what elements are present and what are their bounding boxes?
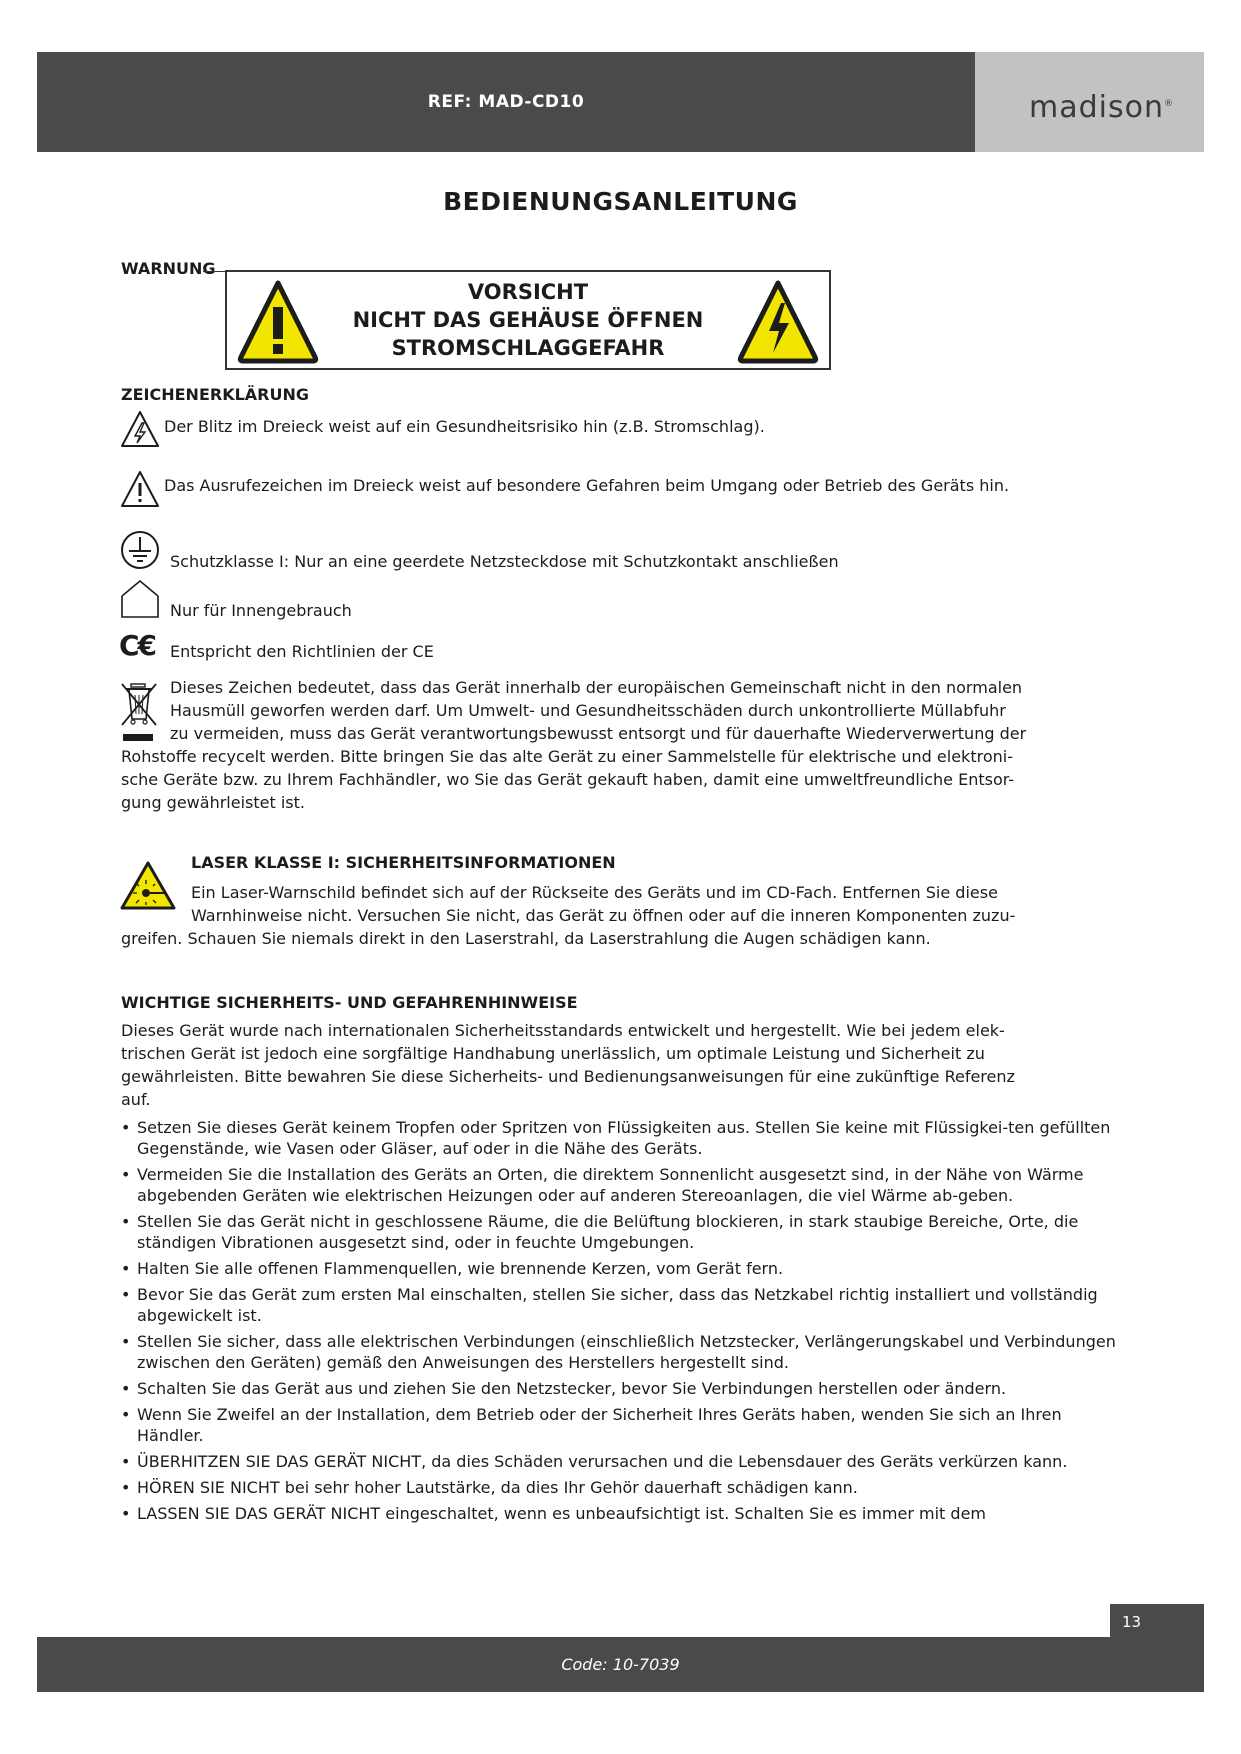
laser-line-2: Warnhinweise nicht. Versuchen Sie nicht, das Gerät zu öffnen oder auf die inneren Komponenten zuzu- xyxy=(191,906,1016,925)
list-item: • Wenn Sie Zweifel an der Installation, dem Betrieb oder der Sicherheit Ihres Geräts haben, wenden Sie sich an Ihren Händler. xyxy=(121,1404,1116,1446)
safety-heading: WICHTIGE SICHERHEITS- UND GEFAHRENHINWEISE xyxy=(121,993,578,1012)
indoor-house-icon xyxy=(119,578,161,620)
warning-connector-line xyxy=(203,271,225,272)
list-item: • Setzen Sie dieses Gerät keinem Tropfen oder Spritzen von Flüssigkeiten aus. Stellen Sie keine mit Flüssigkei-ten gefüllten Gegenstände, wie Vasen oder Gläser, auf oder in die Nähe des Geräts. xyxy=(121,1117,1116,1159)
safety-intro-line-2: trischen Gerät ist jedoch eine sorgfältige Handhabung unerlässlich, um optimale Leistung und Sicherheit zu xyxy=(121,1044,985,1063)
list-item: • Schalten Sie das Gerät aus und ziehen Sie den Netzstecker, bevor Sie Verbindungen herstellen oder ändern. xyxy=(121,1378,1116,1399)
list-item: • Vermeiden Sie die Installation des Geräts an Orten, die direktem Sonnenlicht ausgesetzt sind, in der Nähe von Wärme abgebenden Geräten wie elektrischen Heizungen oder auf anderen Stereoanlagen, die viel Wärme ab-geben. xyxy=(121,1164,1116,1206)
page-number-box xyxy=(1110,1604,1204,1640)
safety-bullet-list xyxy=(121,1117,1116,1529)
safety-intro-line-4: auf. xyxy=(121,1090,151,1109)
laser-line-3: greifen. Schauen Sie niemals direkt in den Laserstrahl, da Laserstrahlung die Augen schädigen kann. xyxy=(121,929,931,948)
legend-ce-text: Entspricht den Richtlinien der CE xyxy=(170,642,434,661)
list-item: • Bevor Sie das Gerät zum ersten Mal einschalten, stellen Sie sicher, dass das Netzkabel richtig installiert und vollständig abgewickelt ist. xyxy=(121,1284,1116,1326)
caution-text xyxy=(317,278,739,362)
weee-line-6: gung gewährleistet ist. xyxy=(121,793,305,812)
legend-heading: ZEICHENERKLÄRUNG xyxy=(121,385,309,404)
caution-line-1: VORSICHT xyxy=(467,280,589,304)
laser-heading: LASER KLASSE I: SICHERHEITSINFORMATIONEN xyxy=(191,853,616,872)
page-footer xyxy=(37,1637,1204,1692)
list-item: • HÖREN SIE NICHT bei sehr hoher Lautstärke, da dies Ihr Gehör dauerhaft schädigen kann. xyxy=(121,1477,1116,1498)
page-number: 13 xyxy=(1122,1613,1142,1631)
product-code: Code: 10-7039 xyxy=(561,1655,680,1674)
logo-panel xyxy=(975,52,1204,152)
weee-line-3: zu vermeiden, muss das Gerät verantwortungsbewusst entsorgt und für dauerhafte Wiederverwertung der xyxy=(170,724,1027,743)
caution-line-3: STROMSCHLAGGEFAHR xyxy=(391,336,665,360)
ce-mark-icon: C€ xyxy=(119,629,156,662)
exclamation-triangle-icon xyxy=(119,469,161,509)
weee-line-4: Rohstoffe recycelt werden. Bitte bringen Sie das alte Gerät zu einer Sammelstelle für elektrische und elektroni- xyxy=(121,747,1013,766)
header-bar xyxy=(37,52,975,152)
legend-lightning-text: Der Blitz im Dreieck weist auf ein Gesundheitsrisiko hin (z.B. Stromschlag). xyxy=(164,417,765,436)
reference-number: REF: MAD-CD10 xyxy=(427,92,585,112)
exclamation-warning-icon xyxy=(235,277,321,365)
page-title: BEDIENUNGSANLEITUNG xyxy=(443,187,798,216)
safety-intro-line-1: Dieses Gerät wurde nach internationalen Sicherheitsstandards entwickelt und hergestellt. Wie bei jedem elek- xyxy=(121,1021,1005,1040)
weee-line-2: Hausmüll geworfen werden darf. Um Umwelt- und Gesundheitsschäden durch unkontrollierte Müllabfuhr xyxy=(170,701,1006,720)
legend-exclamation-text: Das Ausrufezeichen im Dreieck weist auf besondere Gefahren beim Umgang oder Betrieb des Geräts hin. xyxy=(164,476,1010,495)
list-item: • LASSEN SIE DAS GERÄT NICHT eingeschaltet, wenn es unbeaufsichtigt ist. Schalten Sie es immer mit dem xyxy=(121,1503,1116,1524)
weee-crossed-bin-icon xyxy=(119,681,161,745)
ground-protection-icon xyxy=(119,529,161,571)
caution-line-2: NICHT DAS GEHÄUSE ÖFFNEN xyxy=(352,308,704,332)
list-item: • Halten Sie alle offenen Flammenquellen, wie brennende Kerzen, vom Gerät fern. xyxy=(121,1258,1116,1279)
weee-line-1: Dieses Zeichen bedeutet, dass das Gerät innerhalb der europäischen Gemeinschaft nicht in den normalen xyxy=(170,678,1023,697)
lightning-warning-icon xyxy=(735,277,821,365)
madison-logo: madison® xyxy=(1029,90,1174,125)
list-item: • Stellen Sie das Gerät nicht in geschlossene Räume, die die Belüftung blockieren, in stark staubige Bereiche, Orte, die ständigen Vibrationen ausgesetzt sind, oder in feuchte Umgebungen. xyxy=(121,1211,1116,1253)
lightning-triangle-icon xyxy=(119,409,161,449)
laser-warning-icon xyxy=(119,860,177,912)
list-item: • Stellen Sie sicher, dass alle elektrischen Verbindungen (einschließlich Netzstecker, Verlängerungskabel und Verbindungen zwischen den Geräten) gemäß den Anweisungen des Herstellers hergestellt sind. xyxy=(121,1331,1116,1373)
caution-box xyxy=(225,270,831,370)
legend-indoor-text: Nur für Innengebrauch xyxy=(170,601,352,620)
warning-label: WARNUNG xyxy=(121,259,216,278)
laser-line-1: Ein Laser-Warnschild befindet sich auf der Rückseite des Geräts und im CD-Fach. Entfernen Sie diese xyxy=(191,883,998,902)
safety-intro-line-3: gewährleisten. Bitte bewahren Sie diese Sicherheits- und Bedienungsanweisungen für eine zukünftige Referenz xyxy=(121,1067,1015,1086)
logo-text: madison xyxy=(1029,90,1164,125)
weee-line-5: sche Geräte bzw. zu Ihrem Fachhändler, wo Sie das Gerät gekauft haben, damit eine umweltfreundliche Entsor- xyxy=(121,770,1015,789)
legend-protection-class-text: Schutzklasse I: Nur an eine geerdete Netzsteckdose mit Schutzkontakt anschließen xyxy=(170,552,839,571)
page-header xyxy=(37,52,1204,152)
list-item: • ÜBERHITZEN SIE DAS GERÄT NICHT, da dies Schäden verursachen und die Lebensdauer des Geräts verkürzen kann. xyxy=(121,1451,1116,1472)
